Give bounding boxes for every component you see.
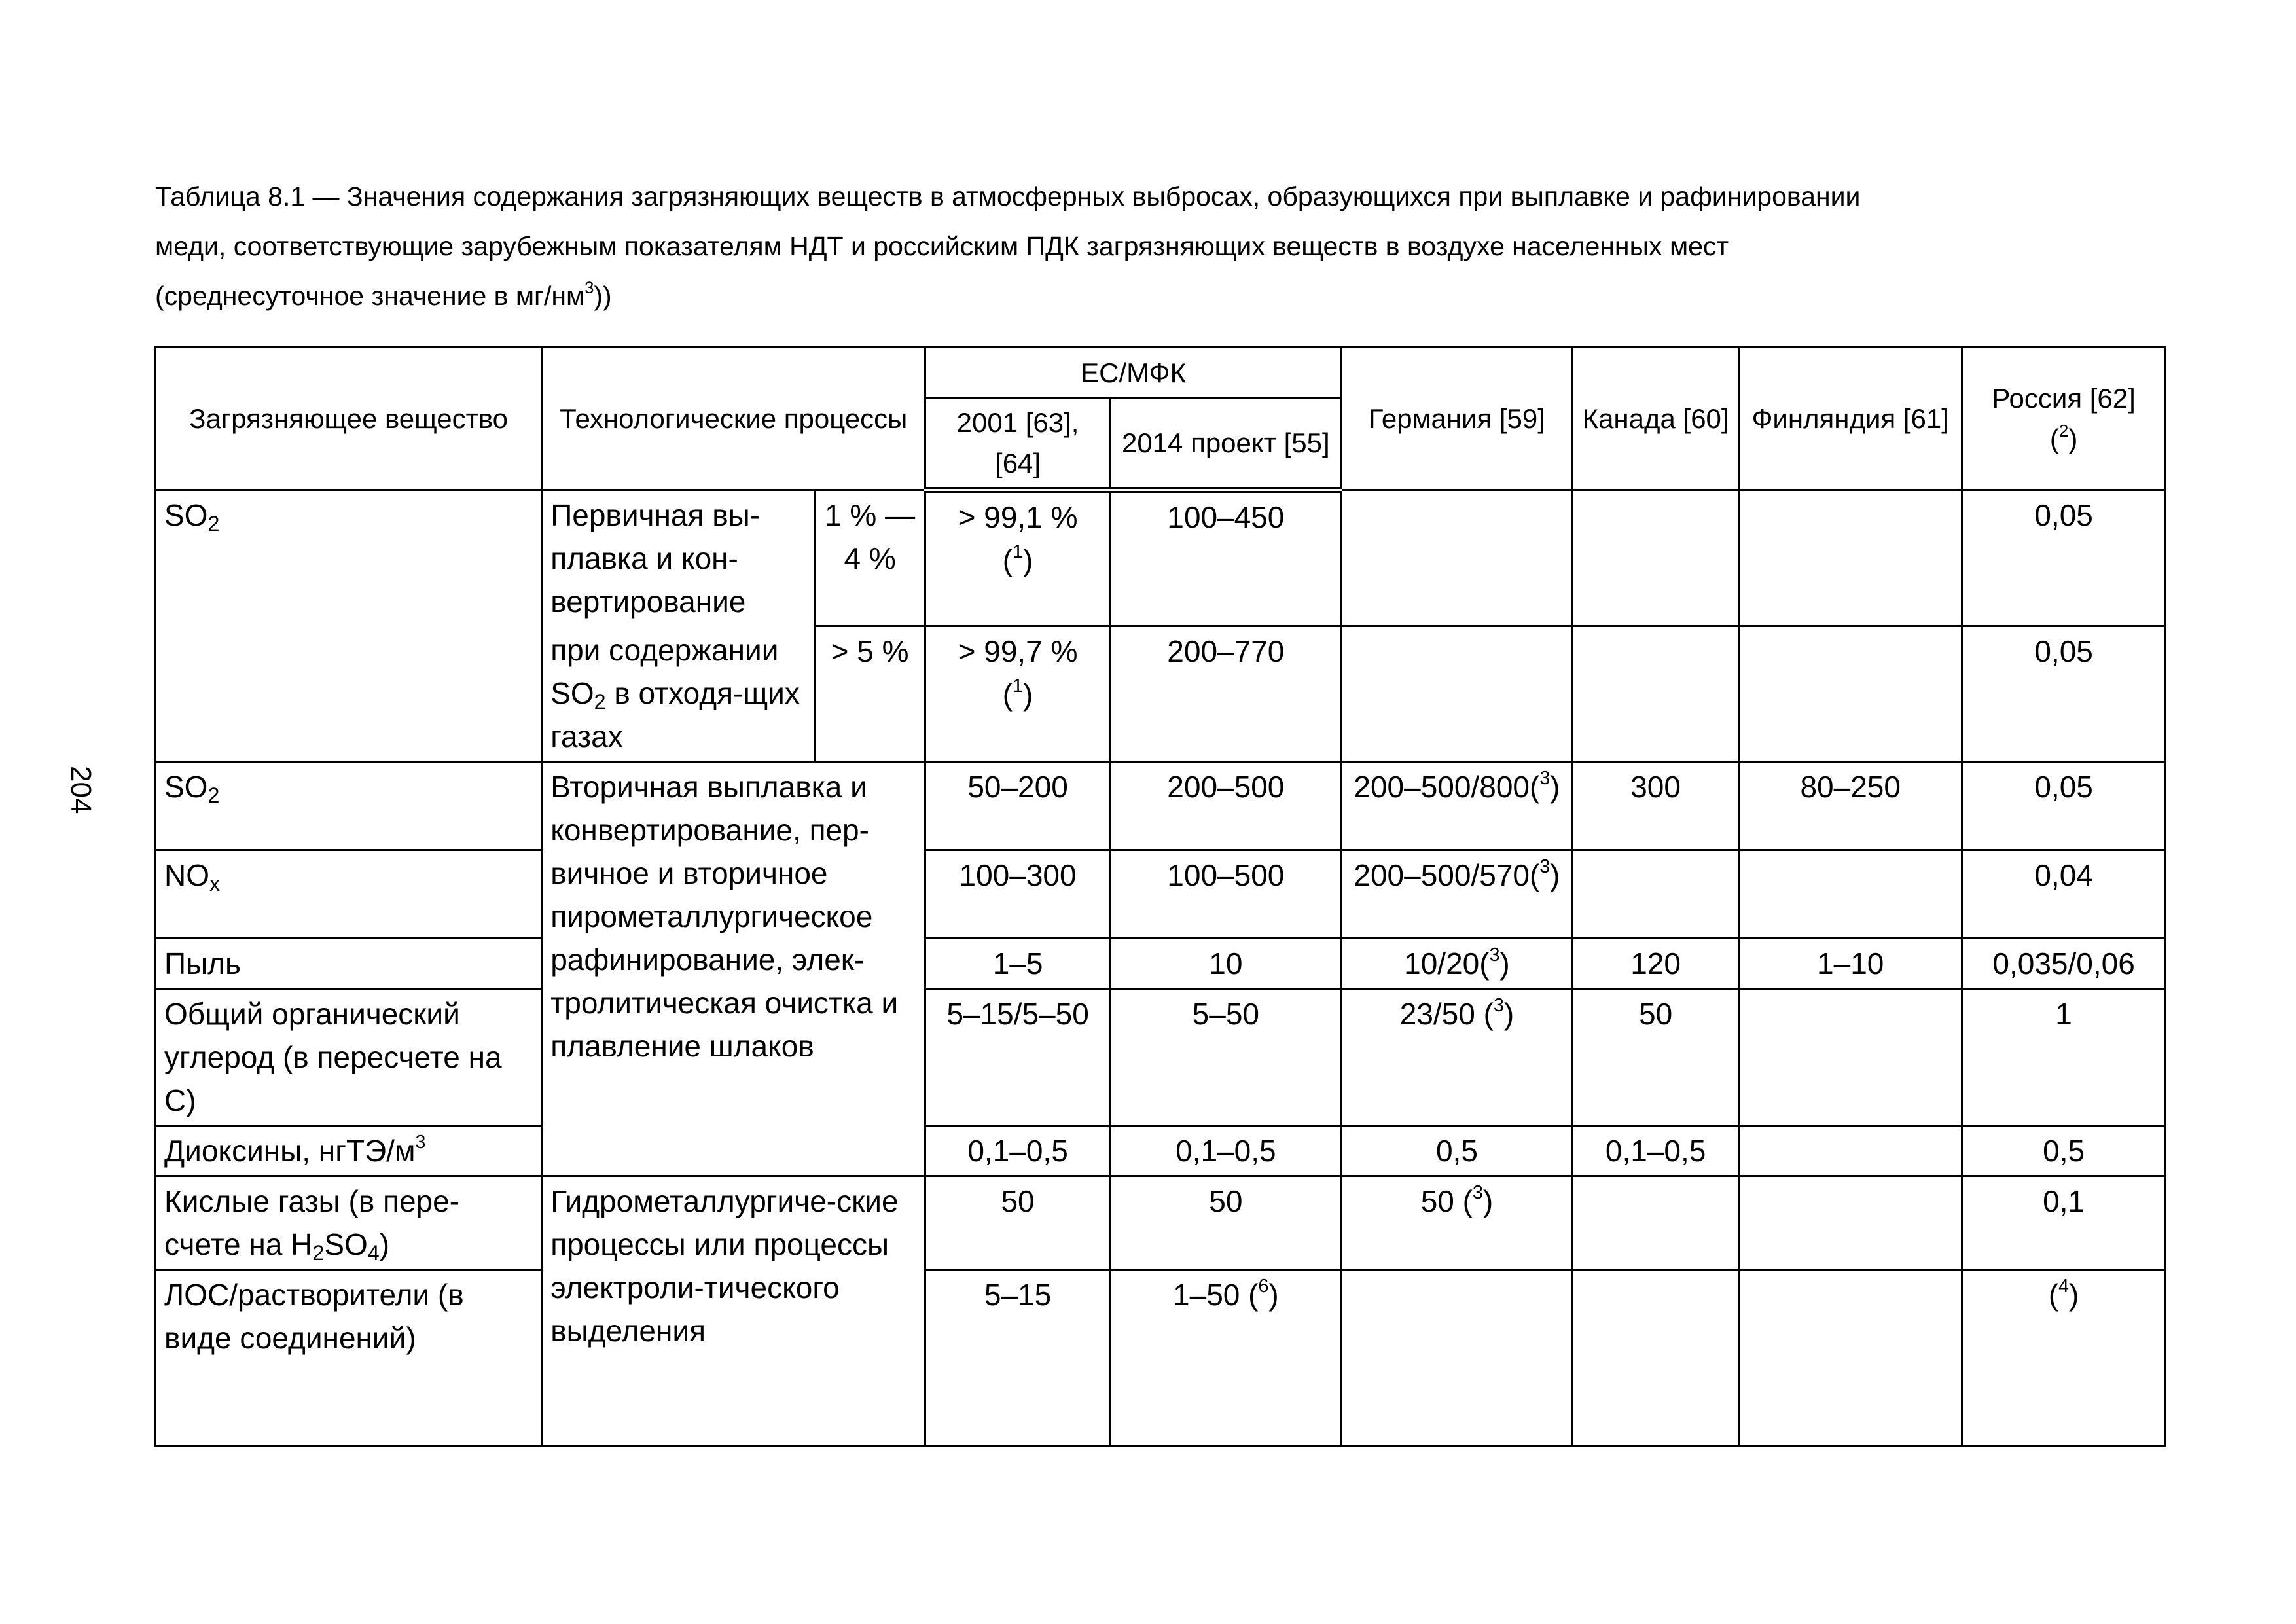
table-caption — [155, 171, 2171, 321]
cell-germany: 200–500/800($^3$) — [1341, 762, 1572, 850]
cell-eu2014: 50 — [1110, 1176, 1341, 1270]
cell-germany — [1341, 490, 1572, 626]
cell-russia: 0,5 — [1962, 1126, 2166, 1176]
cell-germany — [1341, 626, 1572, 762]
cell-eu2014: 100–450 — [1110, 490, 1341, 626]
page-number: 204 — [65, 766, 97, 814]
cell-canada — [1572, 490, 1738, 626]
cell-russia: 0,04 — [1962, 850, 2166, 939]
cell-finland — [1739, 1126, 1962, 1176]
cell-russia: 0,035/0,06 — [1962, 939, 2166, 989]
caption-line-3: (среднесуточное значение в $мг/нм^3$)) — [155, 279, 612, 311]
header-russia: Россия [62] ($^2$) — [1962, 348, 2166, 490]
cell-russia: 0,1 — [1962, 1176, 2166, 1270]
cell-germany: 50 ($^3$) — [1341, 1176, 1572, 1270]
cell-substance-voc: ЛОС/растворители (в виде соединений) — [156, 1270, 542, 1447]
cell-eu2014: 200–770 — [1110, 626, 1341, 762]
cell-eu2014: 200–500 — [1110, 762, 1341, 850]
cell-russia: 0,05 — [1962, 490, 2166, 626]
cell-eu2014: 10 — [1110, 939, 1341, 989]
cell-eu2001: 50–200 — [925, 762, 1110, 850]
cell-finland — [1739, 1176, 1962, 1270]
cell-substance-dioxins: Диоксины, нгТЭ/$м^3$ — [156, 1126, 542, 1176]
cell-process-primary-cont: при содержании $SO_2$ в отходя-щих газах — [542, 626, 815, 762]
header-germany: Германия [59] — [1341, 348, 1572, 490]
header-canada: Канада [60] — [1572, 348, 1738, 490]
cell-canada — [1572, 1270, 1738, 1447]
cell-eu2001: 5–15 — [925, 1270, 1110, 1447]
table-row — [156, 762, 2166, 850]
header-processes: Технологические процессы — [542, 348, 925, 490]
header-eu-group: ЕС/МФК — [925, 348, 1342, 399]
cell-eu2014: 1–50 ($^6$) — [1110, 1270, 1341, 1447]
cell-process-primary: Первичная вы-плавка и кон-вертирование — [542, 490, 815, 626]
cell-canada: 120 — [1572, 939, 1738, 989]
cell-canada — [1572, 850, 1738, 939]
table-row — [156, 850, 2166, 939]
cell-germany: 0,5 — [1341, 1126, 1572, 1176]
cell-process-secondary: Вторичная выплавка и конвертирование, пер-вичное и вторичное пирометаллургическое рафинирование, элек-тролитическая очистка и плавление шлаков — [542, 762, 925, 1176]
cell-canada — [1572, 626, 1738, 762]
cell-eu2001: 5–15/5–50 — [925, 989, 1110, 1126]
cell-eu2001: 1–5 — [925, 939, 1110, 989]
cell-canada: 300 — [1572, 762, 1738, 850]
table-row — [156, 1126, 2166, 1176]
cell-russia: 0,05 — [1962, 626, 2166, 762]
cell-canada: 0,1–0,5 — [1572, 1126, 1738, 1176]
emissions-table — [154, 346, 2166, 1447]
cell-russia: 1 — [1962, 989, 2166, 1126]
cell-finland: 80–250 — [1739, 762, 1962, 850]
cell-russia: 0,05 — [1962, 762, 2166, 850]
cell-eu2001: > 99,1 % ($^1$) — [925, 490, 1110, 626]
cell-range-2: > 5 % — [814, 626, 925, 762]
cell-substance-nox: $NO_x$ — [156, 850, 542, 939]
table-row — [156, 490, 2166, 626]
cell-eu2014: 100–500 — [1110, 850, 1341, 939]
cell-canada — [1572, 1176, 1738, 1270]
table-row — [156, 989, 2166, 1126]
cell-range-1: 1 % — 4 % — [814, 490, 925, 626]
cell-germany: 200–500/570($^3$) — [1341, 850, 1572, 939]
header-substance: Загрязняющее вещество — [156, 348, 542, 490]
cell-substance-so2: $SO_2$ — [156, 490, 542, 762]
cell-eu2001: 50 — [925, 1176, 1110, 1270]
cell-substance-so2: $SO_2$ — [156, 762, 542, 850]
cell-germany: 23/50 ($^3$) — [1341, 989, 1572, 1126]
cell-finland — [1739, 490, 1962, 626]
cell-eu2014: 5–50 — [1110, 989, 1341, 1126]
cell-eu2001: > 99,7 % ($^1$) — [925, 626, 1110, 762]
cell-germany: 10/20($^3$) — [1341, 939, 1572, 989]
cell-substance-toc: Общий органический углерод (в пересчете на С) — [156, 989, 542, 1126]
cell-finland — [1739, 626, 1962, 762]
cell-eu2014: 0,1–0,5 — [1110, 1126, 1341, 1176]
cell-germany — [1341, 1270, 1572, 1447]
cell-substance-dust: Пыль — [156, 939, 542, 989]
cell-substance-acid-gases: Кислые газы (в пере-счете на $H_2SO_4$) — [156, 1176, 542, 1270]
cell-finland: 1–10 — [1739, 939, 1962, 989]
cell-finland — [1739, 850, 1962, 939]
header-finland: Финляндия [61] — [1739, 348, 1962, 490]
header-eu-2001: 2001 [63], [64] — [925, 399, 1110, 490]
cell-finland — [1739, 989, 1962, 1126]
table-row — [156, 1270, 2166, 1447]
cell-eu2001: 100–300 — [925, 850, 1110, 939]
cell-canada: 50 — [1572, 989, 1738, 1126]
cell-eu2001: 0,1–0,5 — [925, 1126, 1110, 1176]
header-eu-2014: 2014 проект [55] — [1110, 399, 1341, 490]
table-row — [156, 1176, 2166, 1270]
caption-line-2: меди, соответствующие зарубежным показателям НДТ и российским ПДК загрязняющих веществ в воздухе населенных мест — [155, 231, 1729, 261]
table-row — [156, 939, 2166, 989]
cell-finland — [1739, 1270, 1962, 1447]
cell-russia: ($^4$) — [1962, 1270, 2166, 1447]
cell-process-hydro: Гидрометаллургиче-ские процессы или процессы электроли-тического выделения — [542, 1176, 925, 1447]
caption-line-1: Таблица 8.1 — Значения содержания загрязняющих веществ в атмосферных выбросах, образующихся при выплавке и рафинировании — [155, 181, 1861, 211]
